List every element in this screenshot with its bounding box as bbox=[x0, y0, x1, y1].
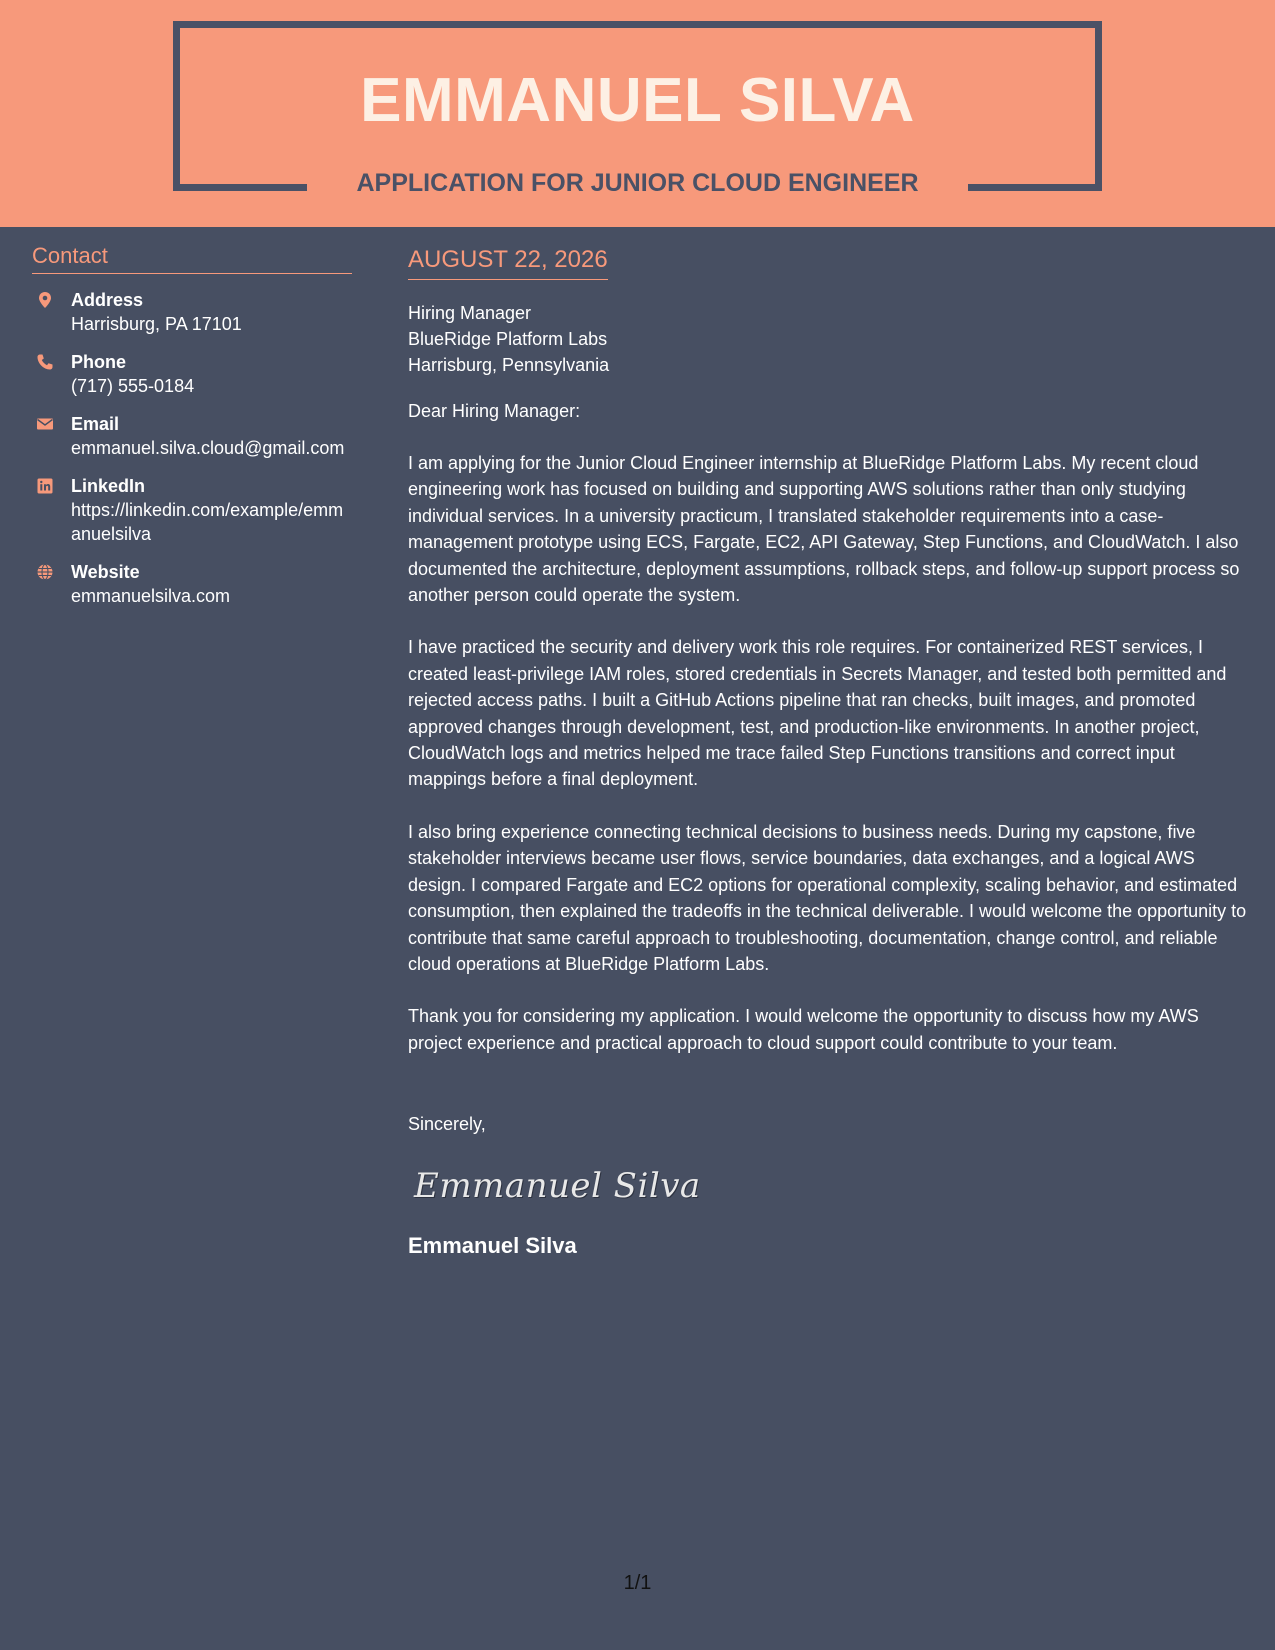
contact-value: https://linkedin.com/example/emmanuelsilva bbox=[71, 500, 344, 544]
contact-label: Phone bbox=[71, 352, 127, 372]
recipient-line: Harrisburg, Pennsylvania bbox=[408, 355, 610, 375]
contact-value: (717) 555-0184 bbox=[71, 376, 195, 396]
contact-heading: Contact bbox=[32, 242, 352, 274]
contact-label: Email bbox=[71, 414, 120, 434]
letter-paragraph: Thank you for considering my application. I would welcome the opportunity to discuss how my AWS project experience and practical approach to cloud support could contribute to your team. bbox=[408, 1006, 1199, 1053]
globe-icon bbox=[36, 563, 54, 581]
recipient-line: Hiring Manager bbox=[408, 303, 532, 323]
contact-item-email bbox=[32, 412, 352, 460]
recipient-line: BlueRidge Platform Labs bbox=[408, 329, 608, 349]
frame-border-top bbox=[173, 21, 1102, 28]
header-banner bbox=[0, 0, 1275, 227]
linkedin-icon bbox=[36, 477, 54, 495]
envelope-icon bbox=[36, 415, 54, 433]
frame-border-left bbox=[173, 21, 180, 191]
letter-body bbox=[408, 244, 1248, 1261]
closing: Sincerely, bbox=[408, 1114, 486, 1135]
contact-item-phone bbox=[32, 350, 352, 398]
contact-label: Address bbox=[71, 290, 144, 310]
applicant-name: EMMANUEL SILVA bbox=[360, 66, 915, 135]
contact-value: emmanuel.silva.cloud@gmail.com bbox=[71, 438, 345, 458]
contact-item-website bbox=[32, 560, 352, 608]
contact-label: Website bbox=[71, 562, 140, 582]
letter-paragraph: I am applying for the Junior Cloud Engineer internship at BlueRidge Platform Labs. My recent cloud engineering work has focused on building and supporting AWS solutions rather than only studying individual services. In a university practicum, I translated stakeholder requirements into a case-management prototype using ECS, Fargate, EC2, API Gateway, Step Functions, and CloudWatch. I also documented the architecture, deployment assumptions, rollback steps, and follow-up support process so another person could operate the system. bbox=[408, 453, 1240, 606]
contact-value: emmanuelsilva.com bbox=[71, 586, 231, 606]
signer-name: Emmanuel Silva bbox=[408, 1233, 577, 1259]
letter-date: AUGUST 22, 2026 bbox=[408, 244, 608, 280]
letter-paragraph: I also bring experience connecting technical decisions to business needs. During my capstone, five stakeholder interviews became user flows, service boundaries, data exchanges, and a logical AWS design. I compared Fargate and EC2 options for operational complexity, scaling behavior, and estimated consumption, then explained the tradeoffs in the technical deliverable. I would welcome the opportunity to contribute that same careful approach to troubleshooting, documentation, change control, and reliable cloud operations at BlueRidge Platform Labs. bbox=[408, 821, 1247, 974]
frame-border-bottom-left bbox=[173, 184, 307, 191]
salutation: Dear Hiring Manager: bbox=[408, 401, 581, 421]
letter-paragraph: I have practiced the security and delivery work this role requires. For containerized REST services, I created least-privilege IAM roles, stored credentials in Secrets Manager, and tested both permitted and rejected access paths. I built a GitHub Actions pipeline that ran checks, built images, and promoted approved changes through development, test, and production-like environments. In another project, CloudWatch logs and metrics helped me trace failed Step Functions transitions and correct input mappings before a final deployment. bbox=[408, 637, 1227, 790]
contact-value: Harrisburg, PA 17101 bbox=[71, 314, 242, 334]
contact-label: LinkedIn bbox=[71, 476, 146, 496]
frame-border-right bbox=[1095, 21, 1102, 191]
recipient-block bbox=[408, 300, 1248, 378]
phone-icon bbox=[36, 353, 54, 371]
contact-sidebar bbox=[32, 242, 352, 608]
contact-item-linkedin bbox=[32, 474, 352, 546]
application-subtitle: APPLICATION FOR JUNIOR CLOUD ENGINEER bbox=[356, 169, 919, 197]
map-pin-icon bbox=[36, 291, 54, 309]
frame-border-bottom-right bbox=[968, 184, 1102, 191]
page-number: 1/1 bbox=[623, 1572, 652, 1594]
handwritten-signature: Emmanuel Silva bbox=[414, 1166, 701, 1207]
contact-item-address bbox=[32, 288, 352, 336]
